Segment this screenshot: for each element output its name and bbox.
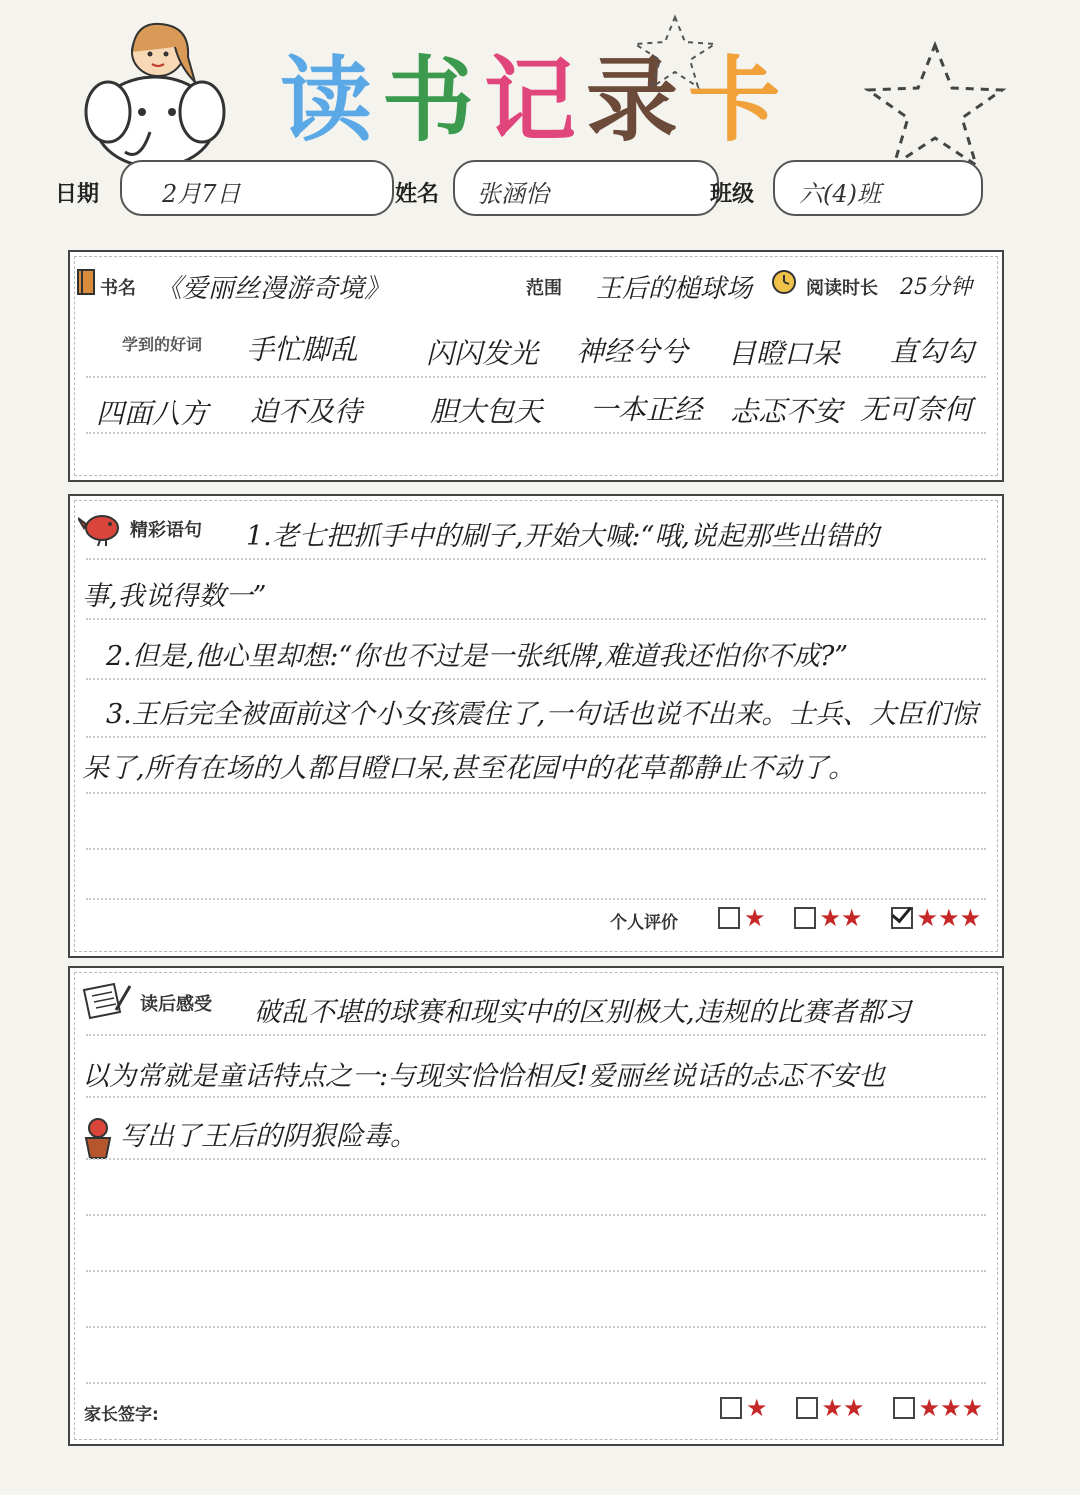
duration-value: 25分钟	[900, 275, 972, 300]
flower-pot-icon	[80, 1116, 116, 1160]
thought-line: 破乱不堪的球赛和现实中的区别极大,违规的比赛者都习	[254, 997, 911, 1028]
good-word: 闪闪发光	[426, 337, 539, 370]
sentence-line: 3.王后完全被面前这个小女孩震住了,一句话也说不出来。士兵、大臣们惊	[106, 699, 978, 730]
good-word: 直勾勾	[890, 335, 975, 368]
good-word: 胆大包天	[430, 395, 543, 428]
rating-option-2[interactable]	[794, 906, 863, 930]
class-label: 班级	[710, 182, 755, 207]
parent-rating	[720, 1396, 983, 1420]
good-word: 无可奈何	[860, 393, 973, 426]
checkbox[interactable]	[720, 1397, 742, 1419]
info-row	[55, 160, 1025, 220]
good-word: 忐忑不安	[730, 395, 843, 428]
name-label: 姓名	[395, 182, 440, 207]
name-value: 张涵怡	[477, 180, 549, 208]
star-icon: ★★	[819, 904, 863, 932]
title-char: 书	[382, 47, 475, 154]
good-words-label: 学到的好词	[122, 335, 203, 354]
title-char: 录	[586, 47, 679, 154]
rating-label: 个人评价	[610, 913, 678, 933]
rating-option-1[interactable]	[718, 906, 766, 930]
good-word: 目瞪口呆	[728, 337, 841, 370]
star-icon: ★	[744, 904, 766, 932]
class-value: 六(4)班	[799, 180, 881, 208]
range-label: 范围	[526, 278, 562, 299]
checkbox[interactable]	[796, 1397, 818, 1419]
good-word: 神经兮兮	[576, 335, 689, 368]
sentence-line: 1.老七把抓手中的刷子,开始大喊:“哦,说起那些出错的	[246, 521, 879, 552]
clock-icon	[770, 266, 798, 296]
title-char: 卡	[688, 47, 781, 154]
notebook-pen-icon	[80, 980, 132, 1020]
title-char: 读	[280, 47, 373, 154]
parent-signature-label: 家长签字:	[84, 1405, 159, 1425]
elephant-girl-mascot-icon	[80, 12, 230, 172]
checkbox[interactable]	[794, 907, 816, 929]
good-word: 四面八方	[96, 397, 209, 430]
date-label: 日期	[55, 182, 100, 207]
rating-option-1[interactable]	[720, 1396, 768, 1420]
sentence-line: 事,我说得数一”	[82, 581, 267, 612]
star-icon: ★★	[821, 1394, 865, 1422]
date-value: 2月7日	[162, 180, 241, 208]
star-icon: ★★★	[918, 1394, 984, 1422]
sentence-line: 呆了,所有在场的人都目瞪口呆,甚至花园中的花草都静止不动了。	[82, 753, 856, 784]
rating-option-3[interactable]	[893, 1396, 984, 1420]
book-icon	[76, 268, 98, 296]
book-label: 书名	[100, 278, 136, 299]
class-field[interactable]	[773, 160, 983, 216]
sentences-panel	[68, 494, 1004, 958]
date-field[interactable]	[120, 160, 394, 216]
checkbox[interactable]	[718, 907, 740, 929]
duration-label: 阅读时长	[806, 278, 878, 299]
title-char: 记	[484, 47, 577, 154]
star-decoration-icon	[860, 40, 1010, 170]
range-value: 王后的槌球场	[596, 274, 753, 304]
personal-rating	[718, 906, 981, 930]
sentences-label: 精彩语句	[130, 520, 202, 541]
name-field[interactable]	[453, 160, 719, 216]
star-decoration-icon	[630, 12, 720, 92]
rating-option-2[interactable]	[796, 1396, 865, 1420]
good-word: 手忙脚乱	[246, 333, 359, 366]
good-word: 迫不及待	[250, 395, 363, 428]
thoughts-panel	[68, 966, 1004, 1446]
thoughts-label: 读后感受	[140, 994, 212, 1015]
thought-line: 以为常就是童话特点之一:与现实恰恰相反!爱丽丝说话的忐忑不安也	[82, 1061, 885, 1092]
checkbox-checked[interactable]	[891, 907, 913, 929]
star-icon: ★	[746, 1394, 768, 1422]
bird-icon	[78, 506, 122, 546]
sentence-line: 2.但是,他心里却想:“你也不过是一张纸牌,难道我还怕你不成?”	[106, 641, 849, 672]
rating-option-3[interactable]	[891, 906, 982, 930]
checkbox[interactable]	[893, 1397, 915, 1419]
book-info-panel	[68, 250, 1004, 482]
thought-line: 写出了王后的阴狠险毒。	[120, 1121, 417, 1152]
star-icon: ★★★	[916, 904, 982, 932]
good-word: 一本正经	[590, 393, 703, 426]
book-title-value: 《爱丽丝漫游奇境》	[156, 274, 391, 304]
